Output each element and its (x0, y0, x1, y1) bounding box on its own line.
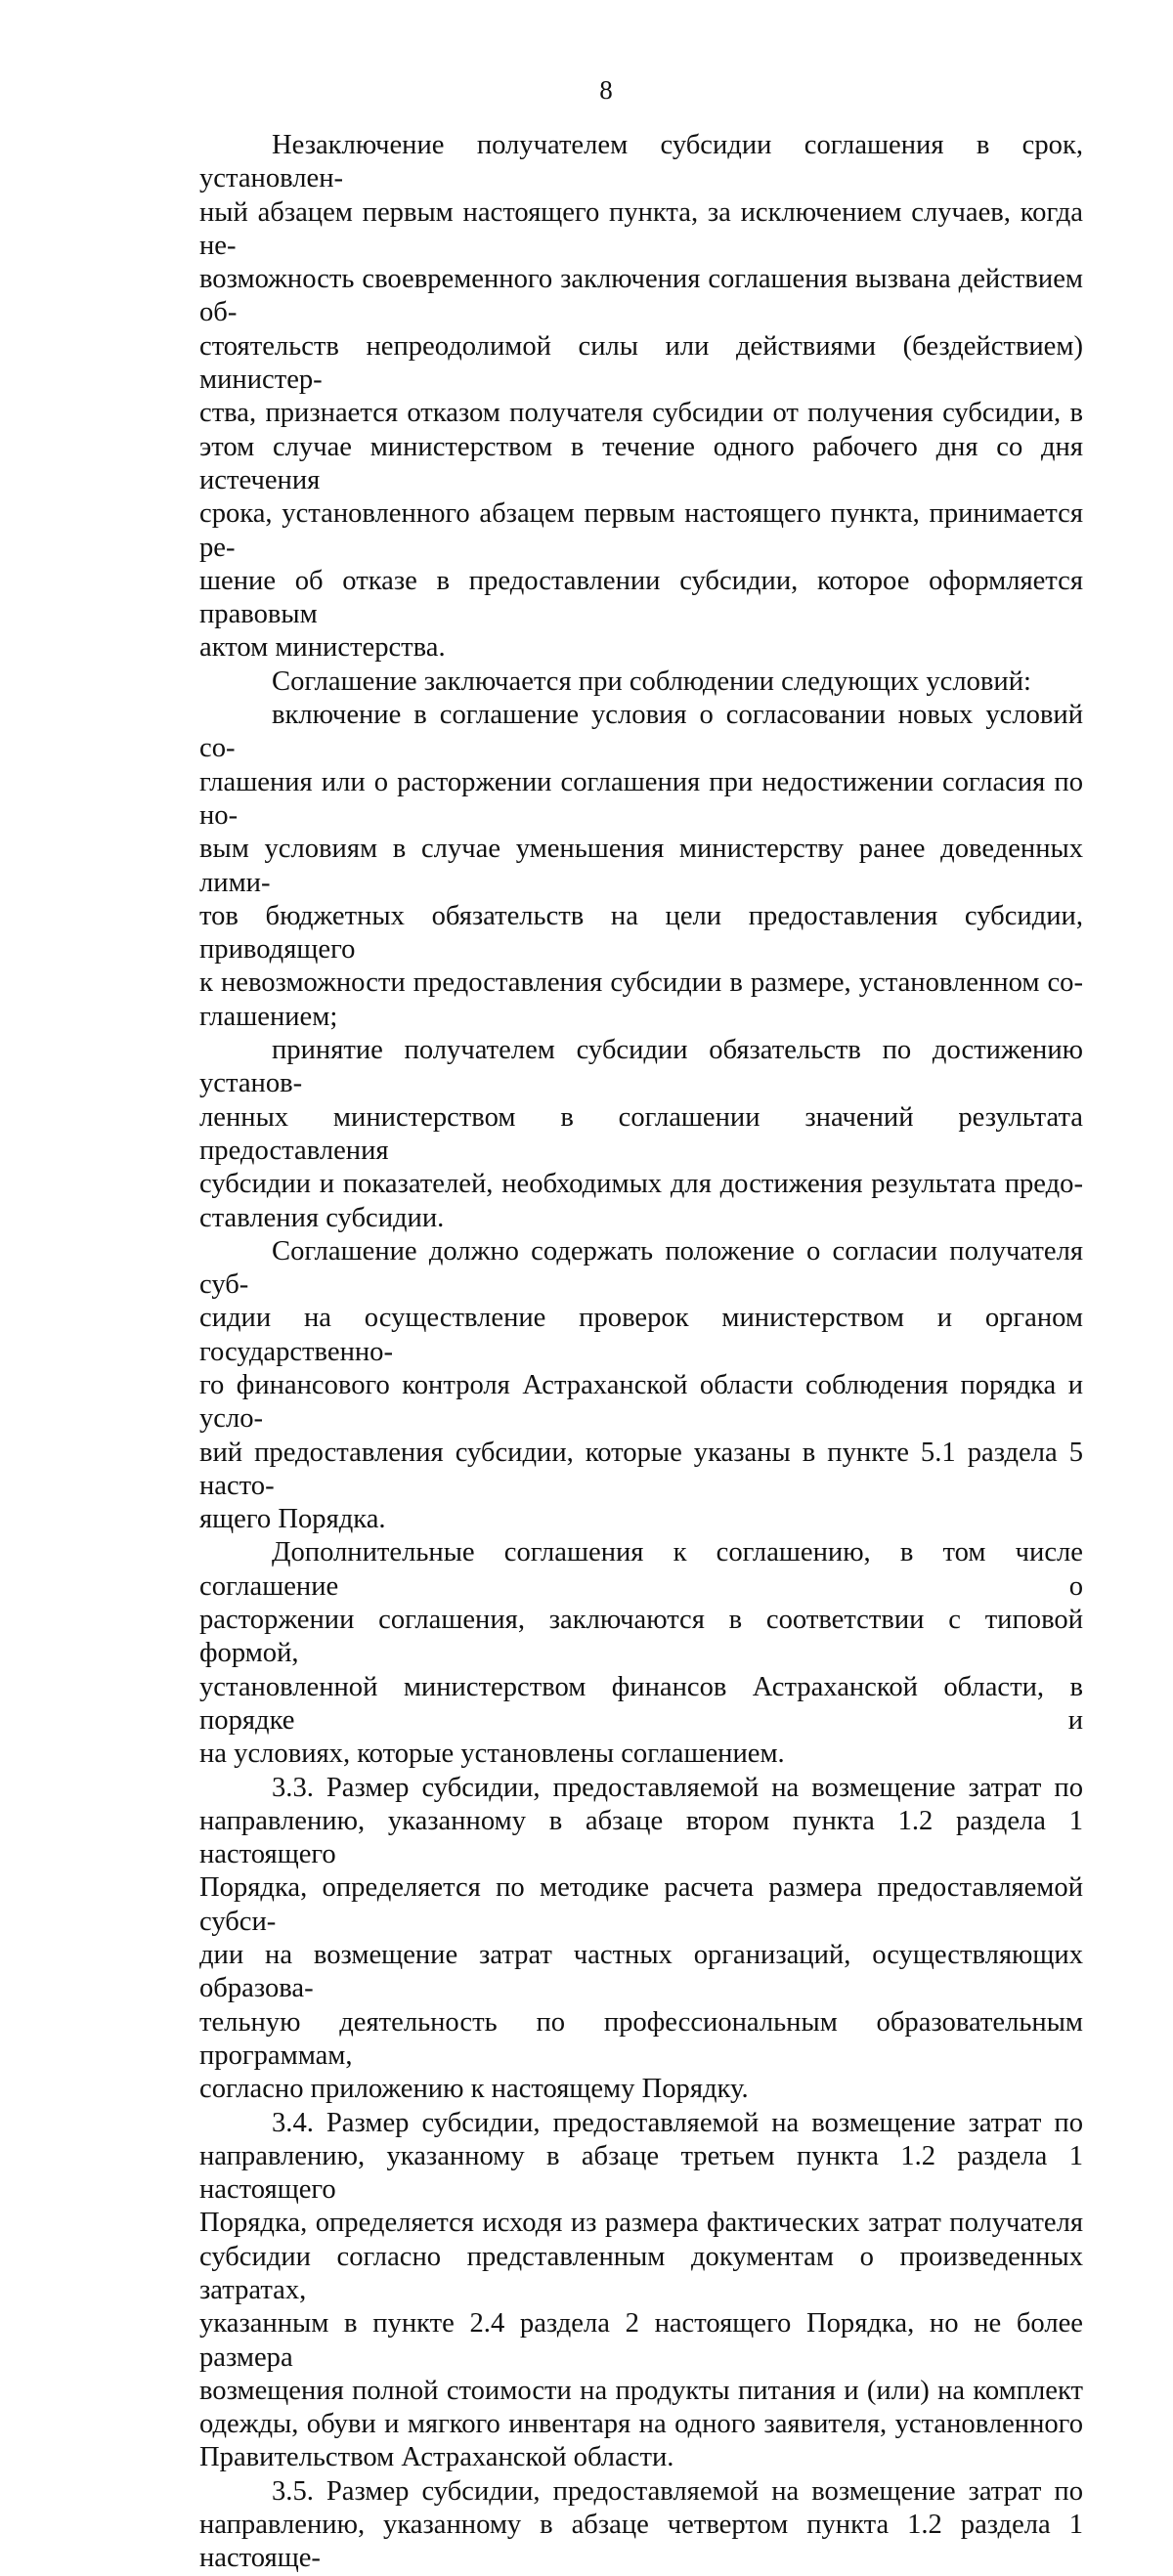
text-line: тов бюджетных обязательств на цели предоставления субсидии, приводящего (199, 900, 1083, 966)
text-line: стоятельств непреодолимой силы или действиями (бездействием) министер- (199, 330, 1083, 396)
text-line: согласно приложению к настоящему Порядку. (199, 2074, 749, 2105)
text-line: ящего Порядка. (199, 1504, 386, 1535)
text-line: шение об отказе в предоставлении субсидии, которое оформляется правовым (199, 565, 1083, 630)
text-line: ства, признается отказом получателя субсидии от получения субсидии, в (199, 398, 1083, 429)
text-line: срока, установленного абзацем первым настоящего пункта, принимается ре- (199, 498, 1083, 563)
text-line: актом министерства. (199, 632, 446, 664)
text-line: глашения или о расторжении соглашения при недостижении согласия по но- (199, 766, 1083, 831)
text-line: установленной министерством финансов Астраханской области, в порядке и (199, 1671, 1083, 1736)
text-line: расторжении соглашения, заключаются в соответствии с типовой формой, (199, 1605, 1083, 1669)
page-number: 8 (599, 75, 613, 105)
text-line: включение в соглашение условия о согласовании новых условий со- (199, 700, 1083, 764)
text-line: на условиях, которые установлены соглашением. (199, 1739, 785, 1770)
text-line: 3.3. Размер субсидии, предоставляемой на возмещение затрат по (272, 1772, 1083, 1803)
text-line: вым условиям в случае уменьшения министерству ранее доведенных лими- (199, 834, 1083, 898)
text-line: принятие получателем субсидии обязательств по достижению установ- (199, 1035, 1083, 1099)
text-line: Соглашение должно содержать положение о согласии получателя суб- (199, 1235, 1083, 1301)
text-line: ный абзацем первым настоящего пункта, за исключением случаев, когда не- (199, 196, 1083, 261)
paragraph (199, 1235, 1083, 1537)
paragraph (199, 2107, 1083, 2475)
text-line: глашением; (199, 1001, 338, 1032)
text-line: тельную деятельность по профессиональным образовательным программам, (199, 2006, 1083, 2071)
paragraph (199, 129, 1083, 665)
text-line: возможность своевременного заключения соглашения вызвана действием об- (199, 264, 1083, 328)
text-line: го финансового контроля Астраханской области соблюдения порядка и усло- (199, 1369, 1083, 1435)
text-line: субсидии и показателей, необходимых для достижения результата предо- (199, 1169, 1083, 1200)
paragraph (199, 1536, 1083, 1771)
paragraph (199, 699, 1083, 1034)
text-line: Незаключение получателем субсидии соглашения в срок, установлен- (199, 130, 1083, 194)
text-line: Порядка, определяется по методике расчета размера предоставляемой субси- (199, 1872, 1083, 1937)
text-line: этом случае министерством в течение одного рабочего дня со дня истечения (199, 431, 1083, 495)
text-line: к невозможности предоставления субсидии в размере, установленном со- (199, 967, 1083, 999)
text-line: ленных министерством в соглашении значений результата предоставления (199, 1101, 1083, 1166)
document-body (199, 129, 1083, 2576)
text-line: Соглашение заключается при соблюдении следующих условий: (272, 665, 1031, 697)
text-line: указанным в пункте 2.4 раздела 2 настоящего Порядка, но не более размера (199, 2308, 1083, 2373)
text-line: ставления субсидии. (199, 1202, 445, 1233)
paragraph (199, 1772, 1083, 2107)
text-line: Порядка, определяется исходя из размера фактических затрат получателя (199, 2208, 1083, 2239)
text-line: направлению, указанному в абзаце третьем пункта 1.2 раздела 1 настоящего (199, 2140, 1083, 2206)
text-line: дии на возмещение затрат частных организаций, осуществляющих образова- (199, 1940, 1083, 2004)
text-line: возмещения полной стоимости на продукты питания и (или) на комплект (199, 2375, 1083, 2406)
paragraph (199, 2475, 1083, 2576)
text-line: сидии на осуществление проверок министерством и органом государственно- (199, 1303, 1083, 1367)
text-line: направлению, указанному в абзаце четвертом пункта 1.2 раздела 1 настояще- (199, 2510, 1083, 2574)
text-line: вий предоставления субсидии, которые указаны в пункте 5.1 раздела 5 насто- (199, 1437, 1083, 1501)
text-line: субсидии согласно представленным документам о произведенных затратах, (199, 2241, 1083, 2305)
paragraph (199, 1034, 1083, 1235)
text-line: направлению, указанному в абзаце втором пункта 1.2 раздела 1 настоящего (199, 1805, 1083, 1870)
text-line: одежды, обуви и мягкого инвентаря на одного заявителя, установленного (199, 2409, 1083, 2440)
paragraph (199, 665, 1083, 699)
text-line: Дополнительные соглашения к соглашению, в том числе соглашение о (199, 1537, 1083, 1602)
text-line: 3.4. Размер субсидии, предоставляемой на возмещение затрат по (272, 2107, 1083, 2138)
text-line: 3.5. Размер субсидии, предоставляемой на возмещение затрат по (272, 2475, 1083, 2507)
text-line: Правительством Астраханской области. (199, 2442, 674, 2473)
